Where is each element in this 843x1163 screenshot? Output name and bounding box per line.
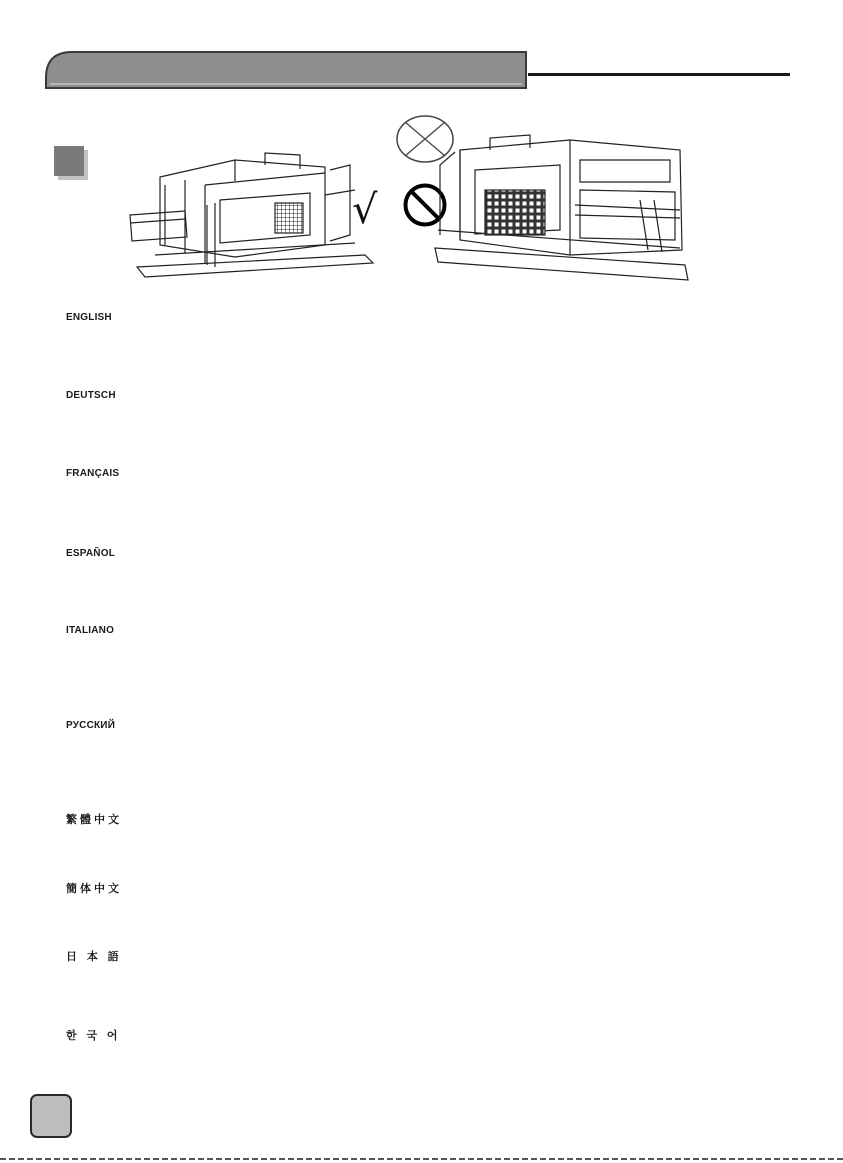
lang-label-espanol: ESPAÑOL xyxy=(66,548,115,559)
lang-label-italiano: ITALIANO xyxy=(66,625,115,636)
lang-label-deutsch: DEUTSCH xyxy=(66,390,116,401)
incorrect-installation-figure xyxy=(430,130,695,285)
bottom-dashed-rule xyxy=(0,1158,843,1160)
step-marker xyxy=(54,146,84,176)
lang-label-russian: РУССКИЙ xyxy=(66,720,116,731)
lang-label-korean: 한 국 어 xyxy=(66,1029,121,1042)
check-mark-icon: √ xyxy=(352,187,378,233)
lang-label-simplified-chinese: 簡体中文 xyxy=(66,882,122,895)
header-rule xyxy=(528,73,790,76)
correct-installation-figure xyxy=(125,145,380,280)
lang-label-traditional-chinese: 繁體中文 xyxy=(66,813,122,826)
lang-label-francais: FRANÇAIS xyxy=(66,468,120,479)
section-header-tab xyxy=(44,50,528,90)
lang-label-english: ENGLISH xyxy=(66,312,112,323)
lang-label-japanese: 日 本 語 xyxy=(66,950,122,963)
page-number-tab xyxy=(30,1094,72,1138)
